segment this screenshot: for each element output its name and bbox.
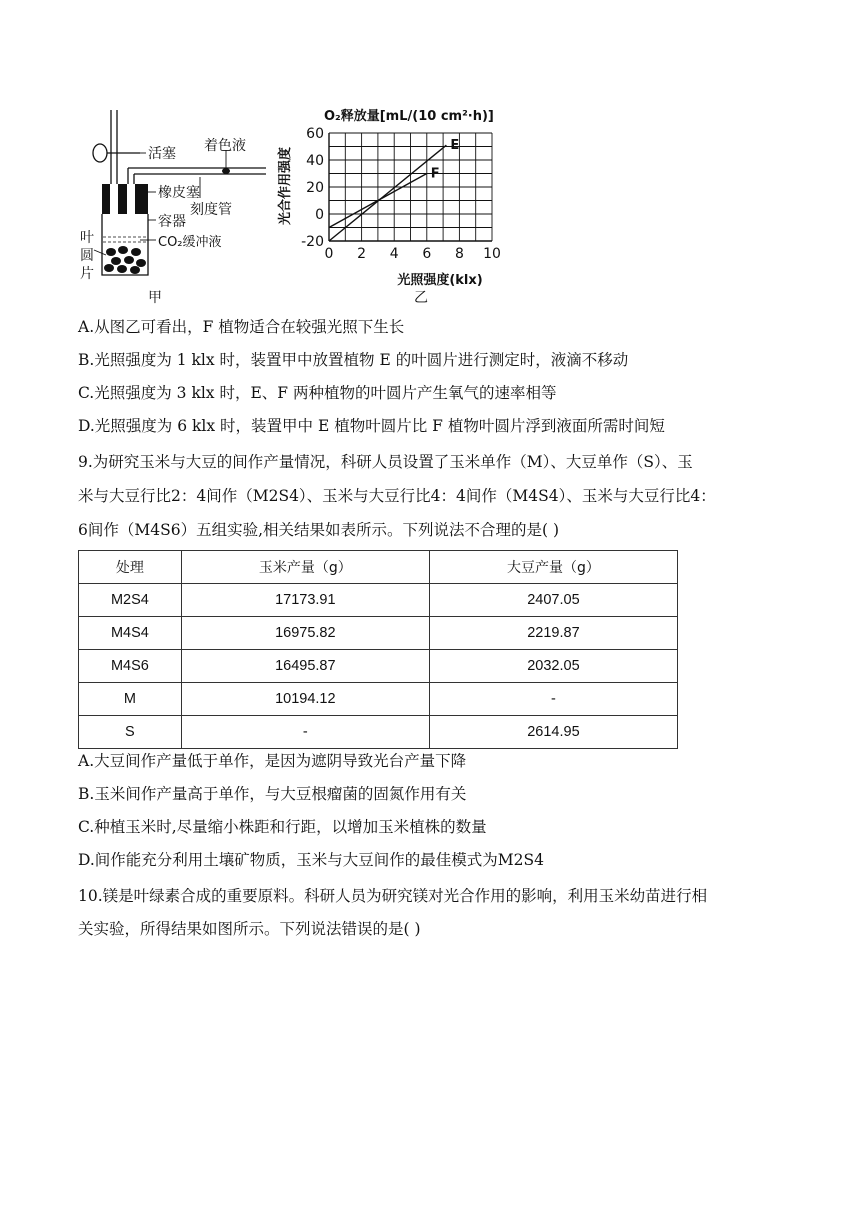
q10-stem-line-1: 10.镁是叶绿素合成的重要原料。科研人员为研究镁对光合作用的影响，利用玉米幼苗进行相 [78, 887, 708, 905]
q9-stem-line-2: 米与大豆行比2：4间作（M2S4）、玉米与大豆行比4：4间作（M4S4）、玉米与大豆行比4： [78, 487, 716, 505]
chart-title: O₂释放量[mL/(10 cm²·h)] [324, 109, 494, 124]
label-container: 容器 [158, 214, 186, 230]
figure-jia-label: 甲 [148, 290, 162, 306]
table-row [79, 617, 678, 650]
table-header-soy-yield: 大豆产量（g） [429, 551, 677, 584]
label-leaf-1: 叶 [80, 230, 94, 246]
table-row [79, 650, 678, 683]
chart-grid [329, 133, 492, 241]
table-cell: 16495.87 [181, 650, 429, 683]
y-tick-label: 0 [315, 207, 324, 223]
q8-option-c: C.光照强度为 3 klx 时，E、F 两种植物的叶圆片产生氧气的速率相等 [78, 384, 557, 402]
table-cell: - [181, 716, 429, 749]
q8-option-a: A.从图乙可看出，F 植物适合在较强光照下生长 [78, 318, 405, 336]
q9-option-b: B.玉米间作产量高于单作，与大豆根瘤菌的固氮作用有关 [78, 785, 467, 803]
q8-option-d: D.光照强度为 6 klx 时，装置甲中 E 植物叶圆片比 F 植物叶圆片浮到液面所需时间短 [78, 417, 665, 435]
table-cell: 2614.95 [429, 716, 677, 749]
label-scale-tube: 刻度管 [190, 202, 232, 218]
table-header-treatment: 处理 [79, 551, 182, 584]
leaf-discs [104, 246, 146, 274]
table-cell: M [79, 683, 182, 716]
label-piston: 活塞 [148, 146, 176, 162]
y-tick-label: -20 [301, 234, 324, 250]
series-line-e [329, 145, 446, 241]
table-row [79, 716, 678, 749]
y-tick-label: 20 [306, 180, 324, 196]
x-tick-label: 8 [454, 246, 464, 262]
table-cell: 17173.91 [181, 584, 429, 617]
x-tick-label: 0 [324, 246, 334, 262]
label-co2-buffer: CO₂缓冲液 [158, 235, 222, 250]
label-leaf-3: 片 [80, 266, 94, 282]
x-tick-label: 10 [483, 246, 501, 262]
label-colored-liquid: 着色液 [204, 138, 246, 154]
q9-option-c: C.种植玉米时,尽量缩小株距和行距，以增加玉米植株的数量 [78, 818, 487, 836]
q9-stem-line-3: 6间作（M4S6）五组实验,相关结果如表所示。下列说法不合理的是( ) [78, 521, 560, 539]
rubber-stopper [102, 184, 148, 214]
apparatus-diagram [78, 100, 518, 305]
series-label-f: F [430, 166, 440, 182]
figure [78, 100, 518, 305]
table-cell: M4S4 [79, 617, 182, 650]
table-cell: S [79, 716, 182, 749]
series-label-e: E [450, 138, 460, 154]
x-tick-label: 4 [389, 246, 399, 262]
table-cell: 10194.12 [181, 683, 429, 716]
q8-option-b: B.光照强度为 1 klx 时，装置甲中放置植物 E 的叶圆片进行测定时，液滴不移动 [78, 351, 629, 369]
table-cell: M2S4 [79, 584, 182, 617]
stopcock-handle [93, 144, 107, 162]
colored-liquid-drop [222, 168, 230, 174]
q9-option-a: A.大豆间作产量低于单作，是因为遮阴导致光台产量下降 [78, 752, 467, 770]
q10-stem-line-2: 关实验，所得结果如图所示。下列说法错误的是( ) [78, 920, 421, 938]
table-row [79, 584, 678, 617]
chart-xlabel: 光照强度(klx) [397, 273, 483, 288]
table-header-row [79, 551, 678, 584]
table-row [79, 683, 678, 716]
label-rubber-stopper: 橡皮塞 [158, 185, 200, 201]
y-tick-label: 40 [306, 153, 324, 169]
figure-yi-label: 乙 [414, 290, 428, 306]
table-header-corn-yield: 玉米产量（g） [181, 551, 429, 584]
chart-ylabel: 光合作用强度 [278, 146, 293, 226]
label-leaf-2: 圆 [80, 248, 94, 264]
graph-yi [277, 108, 501, 306]
table-cell: - [429, 683, 677, 716]
q9-results-table [78, 550, 678, 749]
table-cell: M4S6 [79, 650, 182, 683]
y-tick-label: 60 [306, 126, 324, 142]
q9-option-d: D.间作能充分利用土壤矿物质，玉米与大豆间作的最佳模式为M2S4 [78, 851, 545, 869]
table-cell: 2032.05 [429, 650, 677, 683]
table-cell: 16975.82 [181, 617, 429, 650]
table-cell: 2219.87 [429, 617, 677, 650]
q9-stem-line-1: 9.为研究玉米与大豆的间作产量情况，科研人员设置了玉米单作（M）、大豆单作（S）、玉 [78, 453, 693, 471]
x-tick-label: 6 [422, 246, 432, 262]
x-tick-label: 2 [357, 246, 367, 262]
table-cell: 2407.05 [429, 584, 677, 617]
